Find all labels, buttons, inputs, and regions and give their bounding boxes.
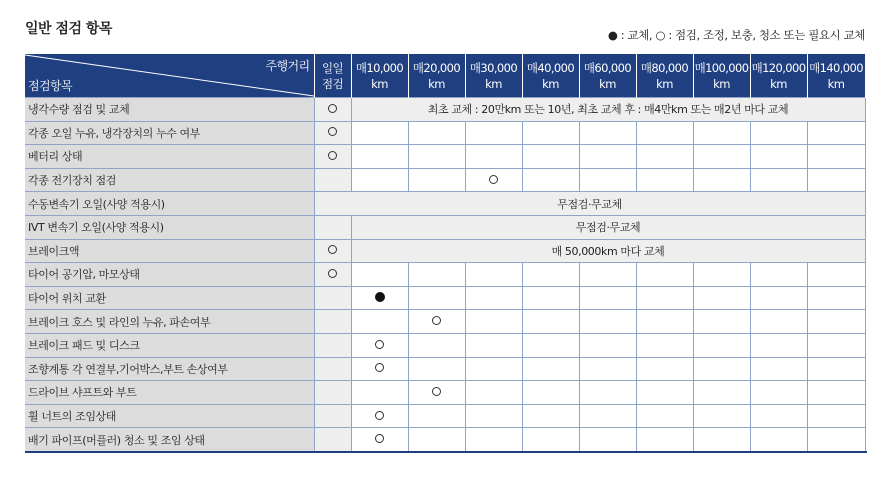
interval-cell bbox=[522, 145, 579, 169]
interval-header bbox=[522, 54, 579, 98]
interval-cell bbox=[750, 286, 807, 310]
item-name: 브레이크액 bbox=[25, 239, 314, 263]
interval-cell bbox=[408, 381, 465, 405]
interval-cell bbox=[636, 310, 693, 334]
interval-cell bbox=[636, 428, 693, 452]
interval-cell bbox=[750, 428, 807, 452]
interval-cell bbox=[408, 263, 465, 287]
interval-header bbox=[465, 54, 522, 98]
table-row bbox=[25, 310, 865, 334]
interval-cell bbox=[636, 168, 693, 192]
table-row bbox=[25, 168, 865, 192]
replace-mark-icon bbox=[375, 292, 385, 302]
interval-cell bbox=[579, 428, 636, 452]
interval-cell bbox=[579, 381, 636, 405]
inspect-mark-icon bbox=[328, 127, 337, 136]
item-name: 냉각수량 점검 및 교체 bbox=[25, 98, 314, 122]
interval-cell bbox=[351, 145, 408, 169]
page-title: 일반 점검 항목 bbox=[25, 21, 112, 37]
daily-cell bbox=[314, 357, 351, 381]
interval-cell bbox=[408, 310, 465, 334]
interval-cell bbox=[579, 357, 636, 381]
interval-cell bbox=[636, 145, 693, 169]
interval-cell bbox=[408, 333, 465, 357]
interval-cell bbox=[351, 310, 408, 334]
interval-cell bbox=[750, 333, 807, 357]
inspection-table bbox=[25, 54, 866, 452]
item-name: 베터리 상태 bbox=[25, 145, 314, 169]
interval-cell bbox=[465, 145, 522, 169]
interval-cell bbox=[351, 428, 408, 452]
interval-cell bbox=[579, 145, 636, 169]
interval-cell bbox=[351, 121, 408, 145]
interval-header bbox=[807, 54, 865, 98]
interval-cell bbox=[807, 310, 865, 334]
table-row bbox=[25, 145, 865, 169]
bottom-rule bbox=[25, 451, 867, 453]
interval-cell bbox=[693, 381, 750, 405]
interval-unit: km bbox=[713, 76, 730, 91]
interval-cell bbox=[807, 286, 865, 310]
interval-cell bbox=[408, 121, 465, 145]
interval-cell bbox=[522, 357, 579, 381]
interval-cell bbox=[750, 381, 807, 405]
inspect-mark-icon bbox=[375, 434, 384, 443]
item-name: 수동변속기 오일(사양 적용시) bbox=[25, 192, 314, 216]
interval-cell bbox=[579, 121, 636, 145]
interval-cell bbox=[465, 428, 522, 452]
interval-label: 매40,000 bbox=[526, 60, 575, 75]
interval-cell bbox=[522, 381, 579, 405]
daily-header-line2: 점검 bbox=[321, 76, 344, 91]
interval-cell bbox=[636, 333, 693, 357]
interval-cell bbox=[522, 404, 579, 428]
interval-cell bbox=[351, 404, 408, 428]
interval-cell bbox=[807, 357, 865, 381]
interval-cell bbox=[750, 263, 807, 287]
daily-cell bbox=[314, 145, 351, 169]
mileage-label: 주행거리 bbox=[265, 59, 310, 73]
interval-cell bbox=[750, 168, 807, 192]
interval-cell bbox=[465, 121, 522, 145]
interval-cell bbox=[351, 168, 408, 192]
interval-cell bbox=[807, 428, 865, 452]
span-note: 무점검·무교체 bbox=[351, 215, 865, 239]
item-name: 조향계통 각 연결부,기어박스,부트 손상여부 bbox=[25, 357, 314, 381]
daily-cell bbox=[314, 310, 351, 334]
span-note: 최초 교체 : 20만km 또는 10년, 최초 교체 후 : 매4만km 또는 매2년 마다 교체 bbox=[351, 98, 865, 122]
daily-cell bbox=[314, 404, 351, 428]
interval-cell bbox=[807, 333, 865, 357]
daily-cell bbox=[314, 121, 351, 145]
interval-cell bbox=[693, 263, 750, 287]
interval-label: 매60,000 bbox=[583, 60, 632, 75]
interval-cell bbox=[693, 428, 750, 452]
interval-cell bbox=[636, 286, 693, 310]
interval-cell bbox=[465, 263, 522, 287]
interval-unit: km bbox=[827, 76, 845, 91]
interval-cell bbox=[750, 404, 807, 428]
interval-cell bbox=[579, 404, 636, 428]
interval-cell bbox=[807, 404, 865, 428]
interval-cell bbox=[465, 357, 522, 381]
table-row bbox=[25, 98, 865, 122]
interval-label: 매30,000 bbox=[469, 60, 518, 75]
table-header-row bbox=[25, 54, 865, 98]
interval-cell bbox=[579, 310, 636, 334]
interval-header bbox=[693, 54, 750, 98]
table-row bbox=[25, 215, 865, 239]
interval-cell bbox=[693, 121, 750, 145]
item-name: 브레이크 패드 및 디스크 bbox=[25, 333, 314, 357]
interval-cell bbox=[522, 428, 579, 452]
interval-label: 매20,000 bbox=[412, 60, 461, 75]
corner-header bbox=[25, 54, 314, 98]
table-row bbox=[25, 357, 865, 381]
interval-cell bbox=[351, 286, 408, 310]
table-row bbox=[25, 192, 865, 216]
daily-header-line1: 일일 bbox=[321, 60, 344, 75]
span-note: 무점검·무교체 bbox=[314, 192, 865, 216]
interval-header bbox=[408, 54, 465, 98]
interval-cell bbox=[465, 404, 522, 428]
interval-cell bbox=[522, 168, 579, 192]
interval-cell bbox=[807, 145, 865, 169]
interval-cell bbox=[807, 121, 865, 145]
interval-cell bbox=[351, 381, 408, 405]
interval-label: 매10,000 bbox=[355, 60, 404, 75]
interval-cell bbox=[579, 263, 636, 287]
interval-cell bbox=[636, 381, 693, 405]
interval-cell bbox=[522, 310, 579, 334]
interval-cell bbox=[465, 333, 522, 357]
inspect-mark-icon bbox=[432, 387, 441, 396]
interval-cell bbox=[750, 145, 807, 169]
daily-header bbox=[314, 54, 351, 98]
interval-cell bbox=[636, 263, 693, 287]
daily-cell bbox=[314, 286, 351, 310]
interval-cell bbox=[807, 168, 865, 192]
interval-label: 매100,000 bbox=[694, 60, 749, 75]
interval-label: 매140,000 bbox=[809, 60, 863, 75]
table-row bbox=[25, 428, 865, 452]
interval-header bbox=[579, 54, 636, 98]
interval-cell bbox=[750, 357, 807, 381]
inspect-mark-icon bbox=[328, 269, 337, 278]
daily-cell bbox=[314, 168, 351, 192]
interval-cell bbox=[351, 357, 408, 381]
interval-cell bbox=[750, 121, 807, 145]
interval-unit: km bbox=[599, 76, 616, 91]
interval-cell bbox=[750, 310, 807, 334]
daily-cell bbox=[314, 215, 351, 239]
table-row bbox=[25, 381, 865, 405]
interval-cell bbox=[579, 286, 636, 310]
table-row bbox=[25, 263, 865, 287]
interval-cell bbox=[465, 168, 522, 192]
interval-cell bbox=[693, 310, 750, 334]
item-name: 각종 전기장치 점검 bbox=[25, 168, 314, 192]
daily-cell bbox=[314, 98, 351, 122]
interval-unit: km bbox=[770, 76, 787, 91]
inspect-mark-icon bbox=[375, 411, 384, 420]
interval-header bbox=[750, 54, 807, 98]
table-body bbox=[25, 98, 865, 452]
item-name: 배기 파이프(머플러) 청소 및 조임 상태 bbox=[25, 428, 314, 452]
interval-cell bbox=[465, 381, 522, 405]
interval-cell bbox=[636, 357, 693, 381]
interval-cell bbox=[408, 168, 465, 192]
interval-unit: km bbox=[371, 76, 388, 91]
interval-cell bbox=[579, 168, 636, 192]
interval-cell bbox=[408, 357, 465, 381]
daily-cell bbox=[314, 333, 351, 357]
interval-cell bbox=[693, 286, 750, 310]
table-row bbox=[25, 239, 865, 263]
interval-unit: km bbox=[542, 76, 559, 91]
interval-cell bbox=[465, 310, 522, 334]
item-name: 타이어 공기압, 마모상태 bbox=[25, 263, 314, 287]
interval-cell bbox=[807, 381, 865, 405]
table-row bbox=[25, 333, 865, 357]
interval-cell bbox=[636, 404, 693, 428]
inspect-mark-icon bbox=[375, 340, 384, 349]
interval-cell bbox=[522, 263, 579, 287]
interval-cell bbox=[351, 333, 408, 357]
item-name: 드라이브 샤프트와 부트 bbox=[25, 381, 314, 405]
daily-cell bbox=[314, 428, 351, 452]
inspect-mark-icon bbox=[432, 316, 441, 325]
interval-label: 매120,000 bbox=[751, 60, 806, 75]
inspect-mark-icon bbox=[328, 151, 337, 160]
inspect-mark-icon bbox=[375, 363, 384, 372]
interval-cell bbox=[807, 263, 865, 287]
table-row bbox=[25, 404, 865, 428]
interval-cell bbox=[465, 286, 522, 310]
interval-cell bbox=[408, 145, 465, 169]
item-name: 브레이크 호스 및 라인의 누유, 파손여부 bbox=[25, 310, 314, 334]
interval-unit: km bbox=[656, 76, 673, 91]
interval-cell bbox=[408, 428, 465, 452]
items-label: 점검항목 bbox=[28, 79, 72, 93]
item-name: 휠 너트의 조임상태 bbox=[25, 404, 314, 428]
interval-cell bbox=[693, 404, 750, 428]
inspect-mark-icon bbox=[489, 175, 498, 184]
inspect-mark-icon bbox=[328, 245, 337, 254]
interval-cell bbox=[579, 333, 636, 357]
inspect-mark-icon bbox=[328, 104, 337, 113]
interval-cell bbox=[522, 121, 579, 145]
item-name: 타이어 위치 교환 bbox=[25, 286, 314, 310]
interval-cell bbox=[693, 333, 750, 357]
daily-cell bbox=[314, 239, 351, 263]
table-row bbox=[25, 286, 865, 310]
span-note: 매 50,000km 마다 교체 bbox=[351, 239, 865, 263]
interval-cell bbox=[351, 263, 408, 287]
daily-cell bbox=[314, 263, 351, 287]
item-name: IVT 변속기 오일(사양 적용시) bbox=[25, 215, 314, 239]
interval-header bbox=[636, 54, 693, 98]
interval-unit: km bbox=[485, 76, 502, 91]
interval-cell bbox=[522, 333, 579, 357]
interval-header bbox=[351, 54, 408, 98]
legend: ● : 교체, ○ : 점검, 조정, 보충, 청소 또는 필요시 교체 bbox=[607, 28, 865, 42]
item-name: 각종 오일 누유, 냉각장치의 누수 여부 bbox=[25, 121, 314, 145]
table-row bbox=[25, 121, 865, 145]
interval-unit: km bbox=[428, 76, 445, 91]
interval-cell bbox=[693, 168, 750, 192]
interval-cell bbox=[693, 357, 750, 381]
interval-cell bbox=[408, 286, 465, 310]
interval-cell bbox=[522, 286, 579, 310]
interval-label: 매80,000 bbox=[640, 60, 689, 75]
interval-cell bbox=[636, 121, 693, 145]
interval-cell bbox=[408, 404, 465, 428]
daily-cell bbox=[314, 381, 351, 405]
interval-cell bbox=[693, 145, 750, 169]
